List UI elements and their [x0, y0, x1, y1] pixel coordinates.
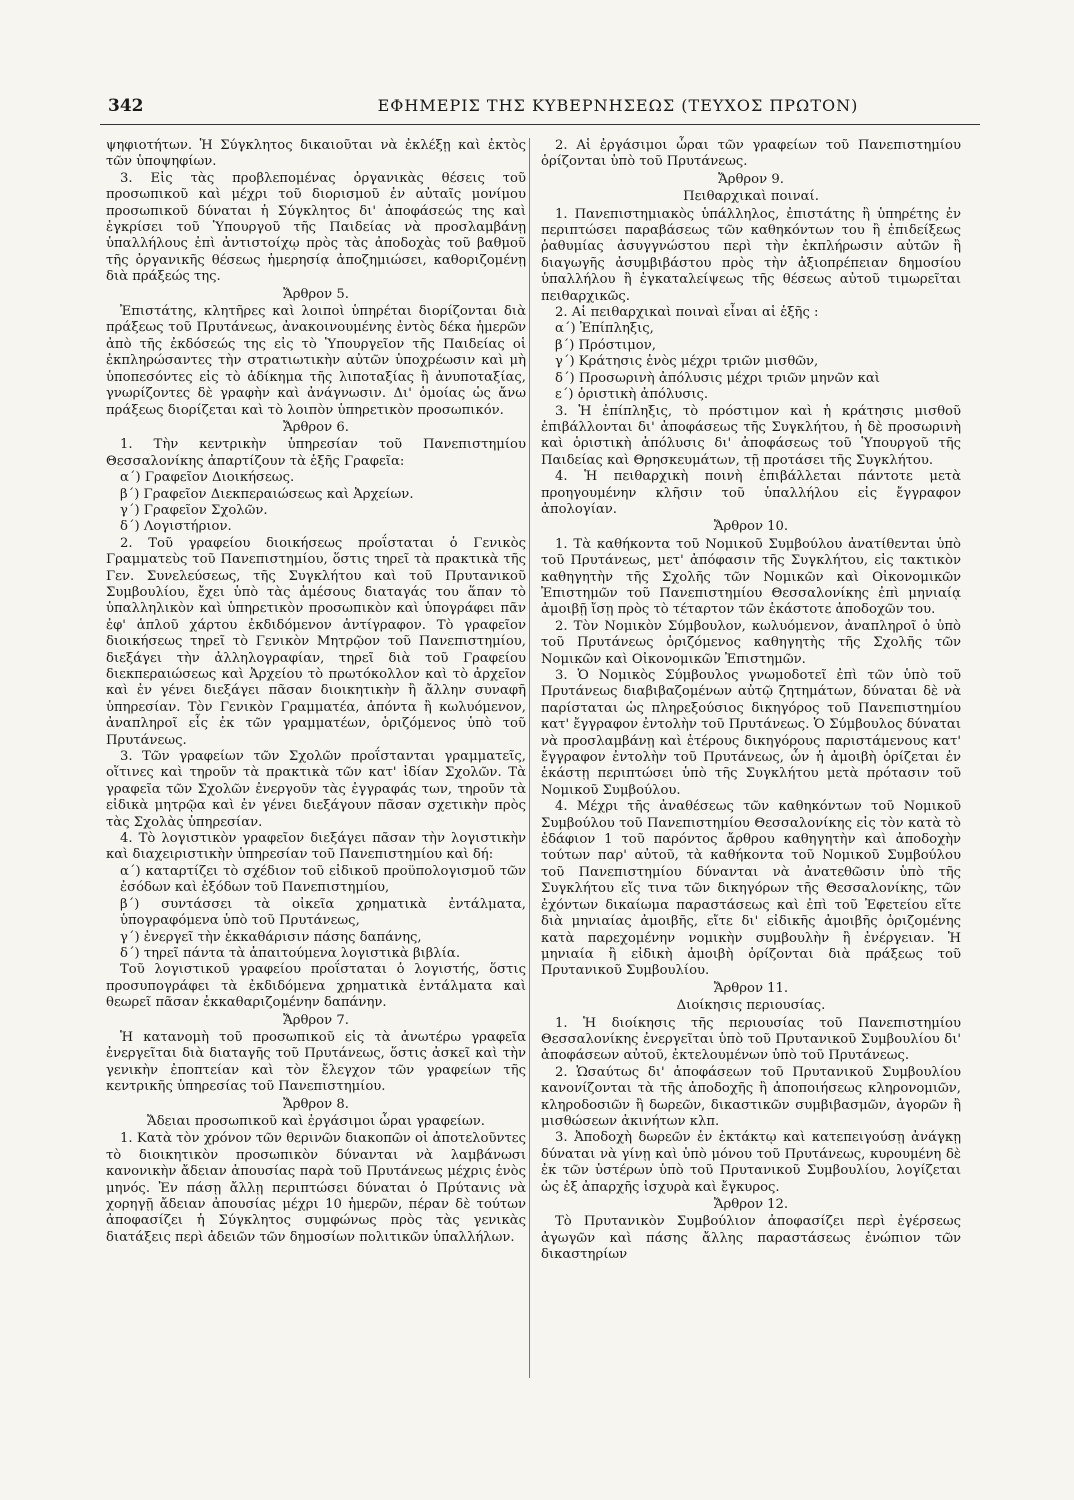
- paragraph: 4. Μέχρι τῆς ἀναθέσεως τῶν καθηκόντων τοῦ Νομικοῦ Συμβούλου τοῦ Πανεπιστημίου Θεσσαλονίκης εἰς τὸν κατὰ τὸ ἐδάφιον 1 τοῦ παρόντος ἄρθρου καθηγητὴν καὶ ἀποδοχὴν τούτων παρ' αὐτοῦ, τὰ καθήκοντα τοῦ Νομικοῦ Συμβούλου τοῦ Πανεπιστημίου δύνανται νὰ ἀνατεθῶσιν ὑπὸ τῆς Συγκλήτου εἴς τινα τῶν δικηγόρων τῆς Θεσσαλονίκης, τῶν ἐχόντων δικαίωμα παραστάσεως καὶ ἐπὶ τοῦ Ἐφετείου εἴτε διὰ μηνιαίας ἀμοιβῆς, εἴτε δι' εἰδικῆς ἀμοιβῆς ὁριζομένης κατὰ παρεχομένην νομικὴν συμβουλὴν ἢ ἐνέργειαν. Ἡ μηνιαία ἢ εἰδικὴ ἀμοιβὴ ὁρίζονται διὰ πράξεως τοῦ Πρυτανικοῦ Συμβουλίου.: [541, 799, 961, 979]
- paragraph: 3. Ἡ ἐπίπληξις, τὸ πρόστιμον καὶ ἡ κράτησις μισθοῦ ἐπιβάλλονται δι' ἀποφάσεως τῆς Συγκλήτου, ἡ δὲ προσωρινὴ καὶ ὁριστικὴ ἀπόλυσις δι' ἀποφάσεως τοῦ Ὑπουργοῦ τῆς Παιδείας καὶ Θρησκευμάτων, τῇ προτάσει τῆς Συγκλήτου.: [541, 403, 961, 468]
- right-column: [541, 138, 961, 1264]
- paragraph: Ἐπιστάτης, κλητῆρες καὶ λοιποὶ ὑπηρέται διορίζονται διὰ πράξεως τοῦ Πρυτάνεως, ἀνακοινουμένης ἐντὸς δέκα ἡμερῶν ἀπὸ τῆς ἐκδόσεώς της εἰς τὸ Ὑπουργεῖον τῆς Παιδείας οἱ ἐκπληρώσαντες τὴν στρατιωτικὴν αὐτῶν ὑποχρέωσιν καὶ μὴ ὑποπεσόντες εἰς τὸ ἀδίκημα τῆς λιποταξίας ἢ ἀνυποταξίας, γνωρίζοντες δὲ γραφὴν καὶ ἀνάγνωσιν. Δι' ὁμοίας ὡς ἄνω πράξεως διορίζεται καὶ τὸ λοιπὸν ὑπηρετικὸν προσωπικόν.: [106, 304, 526, 418]
- paragraph: ψηφιοτήτων. Ἡ Σύγκλητος δικαιοῦται νὰ ἐκλέξῃ καὶ ἐκτὸς τῶν ὑποψηφίων.: [106, 138, 526, 170]
- paragraph: 2. Αἱ ἐργάσιμοι ὧραι τῶν γραφείων τοῦ Πανεπιστημίου ὁρίζονται ὑπὸ τοῦ Πρυτάνεως.: [541, 138, 961, 170]
- paragraph: Ἡ κατανομὴ τοῦ προσωπικοῦ εἰς τὰ ἀνωτέρω γραφεῖα ἐνεργεῖται διὰ διαταγῆς τοῦ Πρυτάνεως, ὅστις ἀσκεῖ καὶ τὴν γενικὴν ἐποπτείαν καὶ τὸν ἔλεγχον τῶν γραφείων τῆς κεντρικῆς ὑπηρεσίας τοῦ Πανεπιστημίου.: [106, 1029, 526, 1095]
- article-heading: Ἄρθρον 8.: [283, 1096, 349, 1112]
- article-heading: Ἄρθρον 11.: [713, 980, 789, 996]
- header-rule: [100, 124, 980, 125]
- paragraph: Τὸ Πρυτανικὸν Συμβούλιον ἀποφασίζει περὶ ἐγέρσεως ἀγωγῶν καὶ πάσης ἄλλης παραστάσεως ἐνώπιον τῶν δικαστηρίων: [541, 1214, 961, 1263]
- list-item: γ΄) Κράτησις ἑνὸς μέχρι τριῶν μισθῶν,: [555, 354, 819, 370]
- paragraph: 3. Ὁ Νομικὸς Σύμβουλος γνωμοδοτεῖ ἐπὶ τῶν ὑπὸ τοῦ Πρυτάνεως διαβιβαζομένων αὐτῷ ζητημάτων, δύναται δὲ νὰ παρίσταται ὡς πληρεξούσιος δικηγόρος τοῦ Πανεπιστημίου κατ' ἔγγραφον ἐντολὴν τοῦ Πρυτάνεως. Ὁ Σύμβουλος δύναται νὰ προσλαμβάνῃ καὶ ἑτέρους δικηγόρους παριστάμενους κατ' ἔγγραφον ἐντολὴν τοῦ Πρυτάνεως, ὧν ἡ ἀμοιβὴ ὁρίζεται ἐν ἑκάστῃ περιπτώσει ὑπὸ τῆς Συγκλήτου μετὰ πρότασιν τοῦ Νομικοῦ Συμβούλου.: [541, 668, 961, 798]
- article-heading: Ἄρθρον 6.: [283, 419, 349, 435]
- article-heading: Ἄρθρον 12.: [713, 1197, 789, 1212]
- paragraph: Τοῦ λογιστικοῦ γραφείου προΐσταται ὁ λογιστής, ὅστις προσυπογράφει τὰ ἐκδιδόμενα χρηματικὰ ἐντάλματα καὶ θεωρεῖ πᾶσαν ἐκκαθαριζομένην δαπάνην.: [106, 962, 526, 1011]
- list-item: α΄) καταρτίζει τὸ σχέδιον τοῦ εἰδικοῦ προϋπολογισμοῦ τῶν ἐσόδων καὶ ἐξόδων τοῦ Πανεπιστημίου,: [120, 863, 526, 896]
- article-heading: Ἄρθρον 5.: [283, 286, 349, 302]
- paragraph: 4. Τὸ λογιστικὸν γραφεῖον διεξάγει πᾶσαν τὴν λογιστικὴν καὶ διαχειριστικὴν ὑπηρεσίαν τοῦ Πανεπιστημίου καὶ δή:: [106, 831, 526, 863]
- paragraph: 3. Ἀποδοχὴ δωρεῶν ἐν ἐκτάκτῳ καὶ κατεπειγούσῃ ἀνάγκῃ δύναται νὰ γίνῃ καὶ ὑπὸ μόνου τοῦ Πρυτάνεως, κυρουμένη δὲ ἐκ τῶν ὑστέρων ὑπὸ τοῦ Πρυτανικοῦ Συμβουλίου, λογίζεται ὡς ἐξ ἀπαρχῆς ἰσχυρὰ καὶ ἔγκυρος.: [541, 1130, 961, 1195]
- list-item: γ΄) Γραφεῖον Σχολῶν.: [120, 502, 268, 518]
- column-divider: [529, 138, 530, 1378]
- list-item: δ΄) Λογιστήριον.: [120, 519, 232, 535]
- paragraph: 4. Ἡ πειθαρχικὴ ποινὴ ἐπιβάλλεται πάντοτε μετὰ προηγουμένην κλῆσιν τοῦ ὑπαλλήλου εἰς ἔγγραφον ἀπολογίαν.: [541, 469, 961, 517]
- list-item: β΄) συντάσσει τὰ οἰκεῖα χρηματικὰ ἐντάλματα, ὑπογραφόμενα ὑπὸ τοῦ Πρυτάνεως,: [120, 896, 526, 929]
- paragraph: 1. Κατὰ τὸν χρόνον τῶν θερινῶν διακοπῶν οἱ ἀποτελοῦντες τὸ διοικητικὸν προσωπικὸν δύνανται νὰ λαμβάνωσι κανονικὴν ἄδειαν ἀπουσίας παρὰ τοῦ Πρυτάνεως μέχρις ἑνὸς μηνός. Ἐν πάσῃ ἄλλῃ περιπτώσει δύναται ὁ Πρύτανις νὰ χορηγῇ ἄδειαν ἀπουσίας μέχρι 10 ἡμερῶν, πέραν δὲ τούτων ἀποφασίζει ἡ Σύγκλητος συμφώνως πρὸς τὰς γενικὰς διατάξεις περὶ ἀδειῶν τῶν δημοσίων πολιτικῶν ὑπαλλήλων.: [106, 1131, 526, 1245]
- paragraph: 2. Αἱ πειθαρχικαὶ ποιναὶ εἶναι αἱ ἑξῆς :: [555, 305, 819, 321]
- list-item: δ΄) Προσωρινὴ ἀπόλυσις μέχρι τριῶν μηνῶν καὶ: [555, 370, 880, 386]
- list-item: β΄) Πρόστιμον,: [555, 337, 656, 353]
- paragraph: 1. Πανεπιστημιακὸς ὑπάλληλος, ἐπιστάτης ἢ ὑπηρέτης ἐν περιπτώσει παραβάσεως τῶν καθηκόντων του ἢ ἐπιδείξεως ῥαθυμίας ἀσυγγνώστου περὶ τὴν ἐκπλήρωσιν αὐτῶν ἢ διαγωγῆς ἀσυμβιβάστου πρὸς τὴν ἀξιοπρέπειαν δημοσίου ὑπαλλήλου ἢ ἐγκαταλείψεως τῆς θέσεως αὐτοῦ τιμωρεῖται πειθαρχικῶς.: [541, 206, 961, 304]
- page-header: [108, 96, 982, 124]
- paragraph: 2. Ὡσαύτως δι' ἀποφάσεων τοῦ Πρυτανικοῦ Συμβουλίου κανονίζονται τὰ τῆς ἀποδοχῆς ἢ ἀποποιήσεως κληρονομιῶν, κληροδοσιῶν ἢ δωρεῶν, δικαστικῶν συμβιβασμῶν, ἀγορῶν ἢ μισθώσεων ἀκινήτων κλπ.: [541, 1064, 961, 1129]
- article-heading: Ἄρθρον 10.: [713, 519, 789, 535]
- section-heading: Ἄδειαι προσωπικοῦ καὶ ἐργάσιμοι ὧραι γραφείων.: [147, 1113, 485, 1129]
- journal-title: ΕΦΗΜΕΡΙΣ ΤΗΣ ΚΥΒΕΡΝΗΣΕΩΣ (ΤΕΥΧΟΣ ΠΡΩΤΟΝ): [377, 96, 859, 115]
- section-heading: Πειθαρχικαὶ ποιναί.: [683, 189, 819, 205]
- paragraph: 2. Τὸν Νομικὸν Σύμβουλον, κωλυόμενον, ἀναπληροῖ ὁ ὑπὸ τοῦ Πρυτάνεως ὁριζόμενος καθηγητὴς τῆς Σχολῆς τῶν Νομικῶν καὶ Οἰκονομικῶν Ἐπιστημῶν.: [541, 618, 961, 667]
- list-item: δ΄) τηρεῖ πάντα τὰ ἀπαιτούμενα λογιστικὰ βιβλία.: [120, 945, 461, 961]
- list-item: γ΄) ἐνεργεῖ τὴν ἐκκαθάρισιν πάσης δαπάνης,: [120, 929, 422, 945]
- paragraph: 3. Τῶν γραφείων τῶν Σχολῶν προΐστανται γραμματεῖς, οἵτινες καὶ τηροῦν τὰ πρακτικὰ τῶν κατ' ἰδίαν Σχολῶν. Τὰ γραφεῖα τῶν Σχολῶν ἐνεργοῦν τὰς ἐγγραφάς των, τηροῦν τὰ εἰδικὰ μητρῷα καὶ ἐν γένει διεξάγουν πᾶσαν σχετικὴν πρὸς τὰς Σχολὰς ὑπηρεσίαν.: [106, 749, 526, 830]
- article-heading: Ἄρθρον 9.: [718, 171, 784, 187]
- left-column: [106, 138, 526, 1246]
- list-item: α΄) Γραφεῖον Διοικήσεως.: [120, 470, 295, 486]
- paragraph: 1. Ἡ διοίκησις τῆς περιουσίας τοῦ Πανεπιστημίου Θεσσαλονίκης ἐνεργεῖται ὑπὸ τοῦ Πρυτανικοῦ Συμβουλίου δι' ἀποφάσεων αὐτοῦ, ἐκτελουμένων ὑπὸ τοῦ Πρυτάνεως.: [541, 1015, 961, 1064]
- list-item: β΄) Γραφεῖον Διεκπεραιώσεως καὶ Ἀρχείων.: [120, 486, 414, 502]
- paragraph: 3. Εἰς τὰς προβλεπομένας ὀργανικὰς θέσεις τοῦ προσωπικοῦ καὶ μέχρι τοῦ διορισμοῦ ἐν αὐταῖς μονίμου προσωπικοῦ δύναται ἡ Σύγκλητος δι' ἀποφάσεώς της καὶ ἐγκρίσει τοῦ Ὑπουργοῦ τῆς Παιδείας νὰ προσλαμβάνῃ ὑπαλλήλους ἐπὶ ἀντιστοίχῳ πρὸς τὰς ἀποδοχὰς τοῦ βαθμοῦ τῆς ὀργανικῆς θέσεως ἡμερησίᾳ ἀποζημιώσει, καθοριζομένῃ διὰ πράξεώς της.: [106, 170, 526, 285]
- article-heading: Ἄρθρον 7.: [283, 1012, 349, 1028]
- paragraph: 1. Τὰ καθήκοντα τοῦ Νομικοῦ Συμβούλου ἀνατίθενται ὑπὸ τοῦ Πρυτάνεως, μετ' ἀπόφασιν τῆς Συγκλήτου, εἰς τακτικὸν καθηγητὴν τῆς Σχολῆς τῶν Νομικῶν καὶ Οἰκονομικῶν Ἐπιστημῶν τοῦ Πανεπιστημίου Θεσσαλονίκης ἐπὶ μηνιαίᾳ ἀμοιβῇ ἴσῃ πρὸς τὸ τέταρτον τῶν ἑκάστοτε ἀποδοχῶν του.: [541, 536, 961, 618]
- paragraph: 2. Τοῦ γραφείου διοικήσεως προΐσταται ὁ Γενικὸς Γραμματεὺς τοῦ Πανεπιστημίου, ὅστις τηρεῖ τὰ πρακτικὰ τῆς Γεν. Συνελεύσεως, τῆς Συγκλήτου καὶ τοῦ Πρυτανικοῦ Συμβουλίου, ἔχει ὑπὸ τὰς ἀμέσους διαταγάς του ἅπαν τὸ ὑπαλληλικὸν καὶ ὑπηρετικὸν προσωπικὸν καὶ ὑπογράφει πᾶν ἐφ' ἁπλοῦ χάρτου ἐκδιδόμενον ἀντίγραφον. Τὸ γραφεῖον διοικήσεως τηρεῖ τὸ Γενικὸν Μητρῷον τοῦ Πανεπιστημίου, διεξάγει τὴν ἀλληλογραφίαν, τηρεῖ διὰ τοῦ Γραφείου διεκπεραιώσεως καὶ Ἀρχείου τὸ πρωτόκολλον καὶ τὸ ἀρχεῖον καὶ ἐν γένει διεξάγει πᾶσαν διοικητικὴν ἢ ἄλλην συναφῆ ὑπηρεσίαν. Τὸν Γενικὸν Γραμματέα, ἀπόντα ἢ κωλυόμενον, ἀναπληροῖ εἷς ἐκ τῶν γραμματέων, ὁριζόμενος ὑπὸ τοῦ Πρυτάνεως.: [106, 535, 526, 748]
- page-number: 342: [108, 96, 144, 116]
- list-item: α΄) Ἐπίπληξις,: [555, 321, 654, 337]
- paragraph: 1. Τὴν κεντρικὴν ὑπηρεσίαν τοῦ Πανεπιστημίου Θεσσαλονίκης ἀπαρτίζουν τὰ ἑξῆς Γραφεῖα:: [106, 437, 526, 469]
- section-heading: Διοίκησις περιουσίας.: [676, 998, 826, 1014]
- list-item: ε΄) ὁριστικὴ ἀπόλυσις.: [555, 387, 709, 403]
